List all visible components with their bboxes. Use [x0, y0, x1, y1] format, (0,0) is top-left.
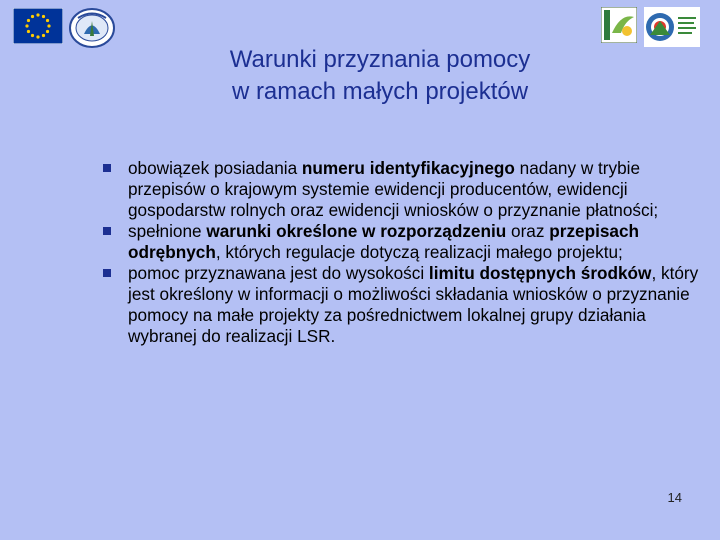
bullet-item	[100, 221, 700, 263]
eu-star-icon	[27, 19, 30, 22]
bullet-square-icon	[103, 227, 111, 235]
eu-star-icon	[46, 19, 49, 22]
eu-star-icon	[25, 24, 28, 27]
bullet-text-run: obowiązek posiadania	[128, 158, 302, 178]
eu-star-icon	[42, 15, 45, 18]
eu-star-icon	[46, 30, 49, 33]
eu-star-icon	[36, 35, 39, 38]
bullet-text-run: nadany w trybie przepisów o krajowym systemie ewidencji producentów, ewidencji gospodarstw rolnych oraz ewidencji wniosków o przyznanie płatności;	[128, 158, 659, 220]
bullet-list	[100, 158, 700, 347]
eu-star-icon	[36, 13, 39, 16]
bullet-square-icon	[103, 269, 111, 277]
bullet-text	[128, 158, 658, 220]
eu-star-icon	[27, 30, 30, 33]
eu-star-icon	[47, 24, 50, 27]
bullet-text-run: spełnione	[128, 221, 207, 241]
bullet-text-run: warunki określone w rozporządzeniu	[206, 221, 507, 241]
bullet-text	[128, 263, 698, 346]
eu-star-icon	[31, 34, 34, 37]
bullet-text-run: przepisach odrębnych	[128, 221, 640, 262]
bullet-text-run: pomoc przyznawana jest do wysokości	[128, 263, 429, 283]
bullet-item	[100, 158, 700, 221]
eu-star-icon	[42, 34, 45, 37]
page-number: 14	[667, 490, 682, 505]
slide-title	[160, 44, 600, 108]
local-group-logo	[68, 7, 116, 49]
bullet-text-run: numeru identyfikacyjnego	[301, 158, 515, 178]
eu-star-icon	[31, 15, 34, 18]
bullet-text-run: limitu dostępnych środków	[428, 263, 652, 283]
bullet-item	[100, 263, 700, 347]
title-line-1: Warunki przyznania pomocy	[229, 46, 531, 73]
eu-flag-logo	[13, 8, 63, 44]
bullet-text	[128, 221, 639, 262]
bullet-square-icon	[103, 164, 111, 172]
bullet-text-run: oraz	[506, 221, 550, 241]
title-line-2: w ramach małych projektów	[231, 78, 529, 105]
leader-logo	[601, 7, 637, 43]
bullet-text-run: , który jest określony w informacji o możliwości składania wniosków o przyznanie pomocy na małe projekty za pośrednictwem lokalnej grupy działania wybranej do realizacji LSR.	[128, 263, 699, 346]
bullet-text-run: , których regulacje dotyczą realizacji małego projektu;	[215, 242, 623, 262]
prow-logo	[644, 7, 700, 47]
